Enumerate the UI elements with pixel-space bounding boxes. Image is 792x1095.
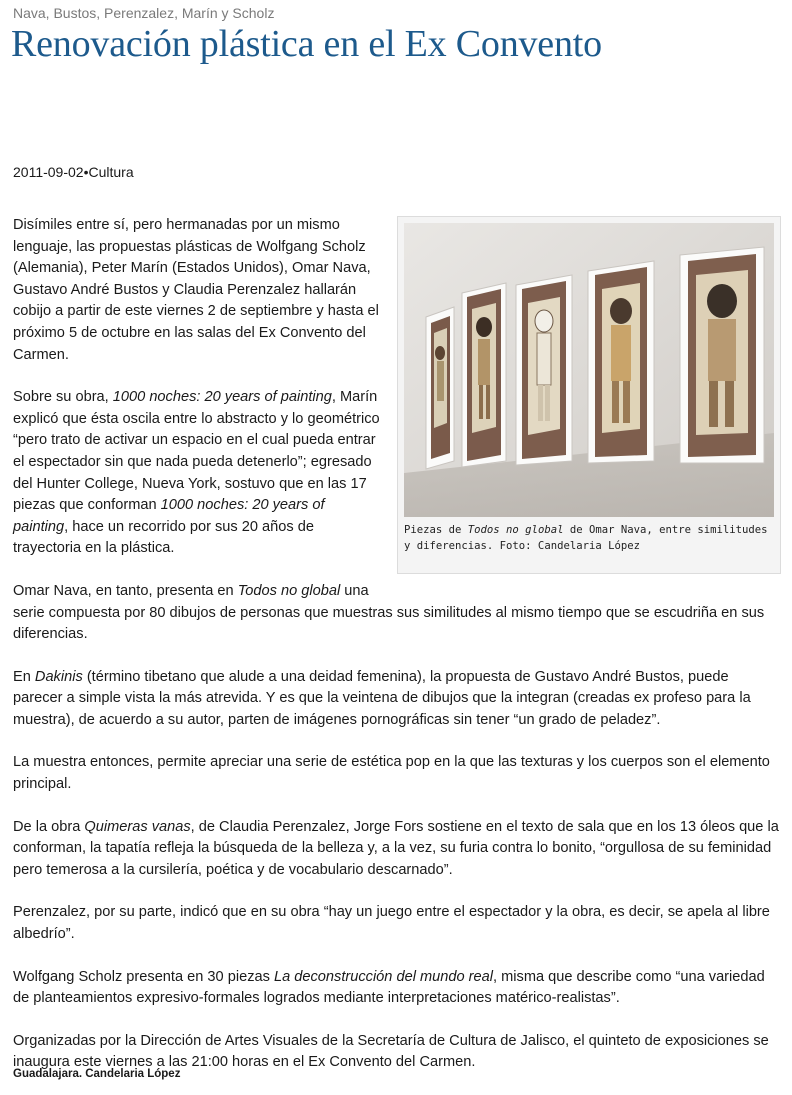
article-section: Cultura <box>88 164 134 180</box>
article-dateline <box>13 164 134 180</box>
artwork-panel-2 <box>462 283 506 467</box>
p3-work-title: Todos no global <box>237 582 341 599</box>
paragraph-9: Organizadas por la Dirección de Artes Visuales de la Secretaría de Cultura de Jalisco, el quinteto de exposiciones se inaugura este viernes a las 21:00 horas en el Ex Convento del Carmen. <box>13 1032 769 1071</box>
caption-prefix: Piezas de <box>404 524 468 536</box>
dateline-separator: • <box>83 164 89 180</box>
p2-work-title-1: 1000 noches: 20 years of painting <box>112 389 332 406</box>
article-signature: Guadalajara. Candelaria López <box>13 1068 181 1080</box>
p6-text-b: , de Claudia Perenzalez, Jorge Fors sostiene en el texto de sala que en los 13 óleos que la conforman, la tapatía refleja la búsqueda de la belleza y, a la vez, su furia contra lo bonito, “orgullosa de su feminidad pero temerosa a la cursilería, poética y de vocabulario descarnado”. <box>13 818 779 878</box>
p2-text-a: Sobre su obra, <box>13 389 113 406</box>
p4-text-b: (término tibetano que alude a una deidad femenina), la propuesta de Gustavo André Bustos, puede parecer a simple vista la más atrevida. Y es que la veintena de dibujos que la integran (creadas ex profeso para la muestra), de acuerdo a su autor, parten de imágenes pornográficas sin tener “un grado de peladez”. <box>13 668 751 728</box>
figure-caption <box>404 522 772 554</box>
paragraph-3 <box>13 581 779 646</box>
caption-suffix: de Omar Nava, entre similitudes y diferencias. Foto: Candelaria López <box>404 524 768 552</box>
p4-text-a: En <box>13 668 35 685</box>
p6-text-a: De la obra <box>13 818 85 835</box>
article-body <box>13 215 779 1095</box>
paragraph-7: Perenzalez, por su parte, indicó que en su obra “hay un juego entre el espectador y la obra, es decir, se apela al libre albedrío”. <box>13 904 770 943</box>
artwork-panel-3 <box>516 275 572 465</box>
p3-text-b: una serie compuesta por 80 dibujos de personas que muestras sus similitudes al mismo tiempo que se escudriña en sus diferencias. <box>13 582 765 643</box>
paragraph-6 <box>13 817 779 882</box>
artwork-panel-5 <box>680 247 764 463</box>
paragraph-5: La muestra entonces, permite apreciar una serie de estética pop en la que las texturas y los cuerpos son el elemento principal. <box>13 754 770 793</box>
caption-work-title: Todos no global <box>467 524 564 536</box>
p4-work-title: Dakinis <box>34 668 83 685</box>
p6-work-title: Quimeras vanas <box>84 818 191 835</box>
artwork-panel-1 <box>426 307 454 469</box>
exhibition-photo <box>404 223 774 517</box>
artwork-panel-4 <box>588 261 654 463</box>
p3-text-a: Omar Nava, en tanto, presenta en <box>13 582 238 599</box>
article-headline: Renovación plástica en el Ex Convento <box>11 23 602 65</box>
paragraph-4 <box>13 667 779 732</box>
p8-work-title: La deconstrucción del mundo real <box>273 968 494 985</box>
paragraph-1: Disímiles entre sí, pero hermanadas por un mismo lenguaje, las propuestas plásticas de Wolfgang Scholz (Alemania), Peter Marín (Estados Unidos), Omar Nava, Gustavo André Bustos y Claudia Perenzalez hallarán cobijo a partir de este viernes 2 de septiembre y hasta el próximo 5 de octubre en las salas del Ex Convento del Carmen. <box>13 217 379 363</box>
p8-text-a: Wolfgang Scholz presenta en 30 piezas <box>13 968 274 985</box>
article-kicker: Nava, Bustos, Perenzalez, Marín y Scholz <box>13 5 275 21</box>
article-figure <box>397 216 781 574</box>
paragraph-8 <box>13 967 779 1010</box>
article-date: 2011-09-02 <box>13 164 84 180</box>
p2-work-title-2: 1000 noches: 20 years of painting <box>13 497 325 535</box>
p2-text-b: , Marín explicó que ésta oscila entre lo abstracto y lo geométrico “pero trato de activar un espacio en el cual pueda entrar el espectador sin que nada pueda detenerlo”; egresado del Hunter College, Nueva York, sostuvo que en las 17 piezas que conforman <box>13 389 380 514</box>
p8-text-b: , misma que describe como “una variedad de planteamientos expresivo-formales logrados mediante interpretaciones matérico-realistas”. <box>13 968 765 1007</box>
p2-text-c: , hace un recorrido por sus 20 años de trayectoria en la plástica. <box>13 518 314 557</box>
